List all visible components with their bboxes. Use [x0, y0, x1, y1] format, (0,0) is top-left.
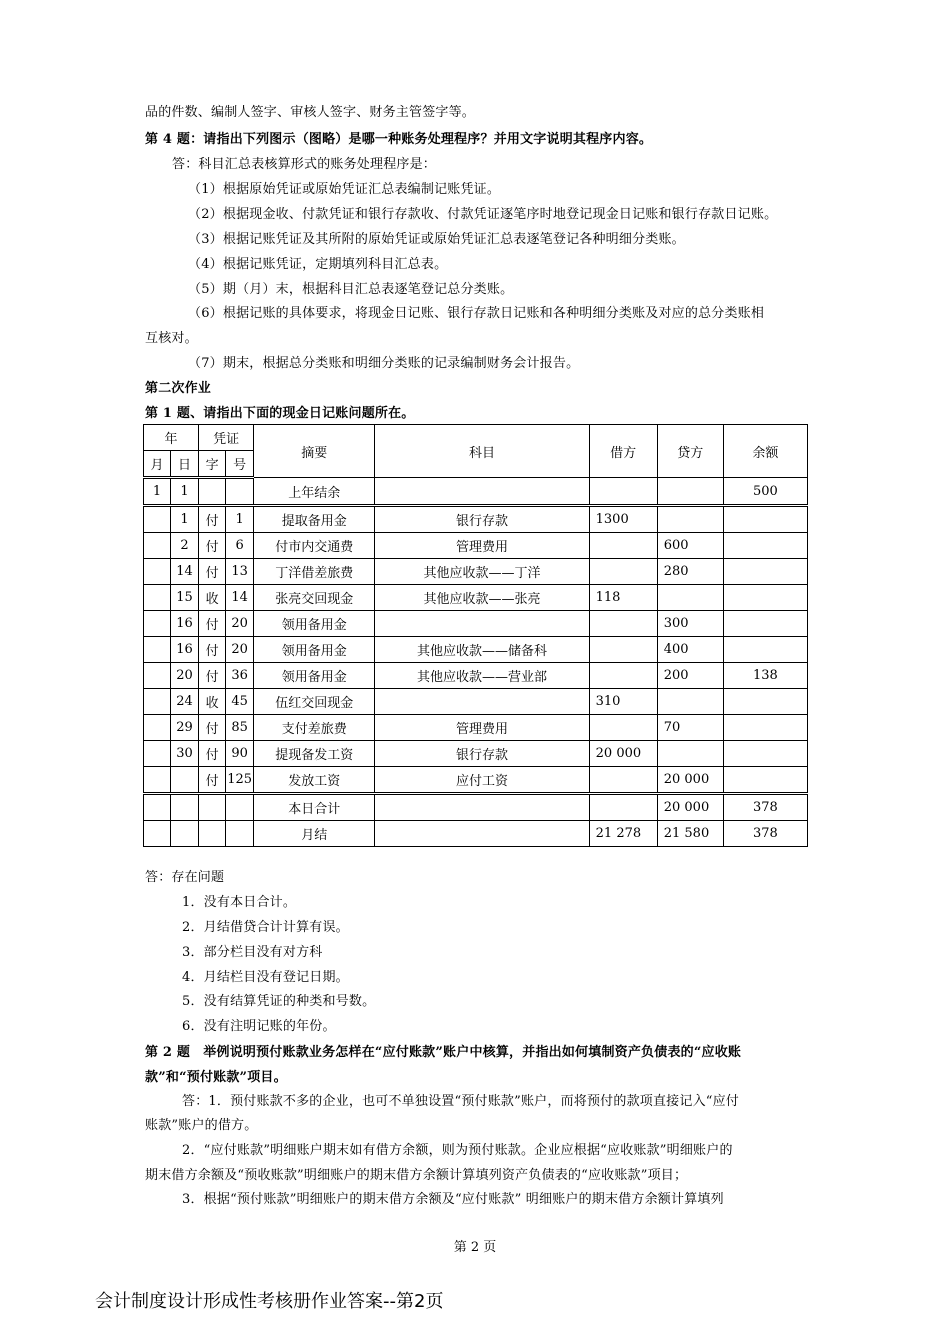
cell-summary: 支付差旅费: [254, 715, 375, 741]
answer-intro: 答：科目汇总表核算形式的账务处理程序是：: [172, 157, 437, 172]
step-2: （2）根据现金收、付款凭证和银行存款收、付款凭证逐笔序时地登记现金日记账和银行存款日记账。: [188, 207, 778, 222]
cell-account: 管理费用: [375, 715, 589, 741]
cell-day: 1: [171, 478, 199, 506]
answer-2-point-3: 3．根据“预付账款”明细账户的期末借方余额及“应付账款” 明细账户的期末借方余额计算填列: [182, 1192, 724, 1207]
cell-summary: 领用备用金: [254, 663, 375, 689]
cell-account: [375, 821, 589, 847]
cell-summary: 提取备用金: [254, 506, 375, 533]
cell-credit: 200: [657, 663, 723, 689]
cell-day: 16: [171, 611, 199, 637]
cell-summary: 月结: [254, 821, 375, 847]
cell-type: 付: [199, 637, 226, 663]
cell-number: 14: [226, 585, 254, 611]
cell-balance: [723, 689, 807, 715]
cell-account: [375, 611, 589, 637]
cell-day: [171, 794, 199, 821]
cell-credit: 280: [657, 559, 723, 585]
cell-balance: [723, 559, 807, 585]
cash-journal-table: [143, 424, 808, 847]
question-2-heading: 第 2 题 举例说明预付账款业务怎样在“应付账款”账户中核算，并指出如何填制资产负债表的“应收账: [145, 1045, 742, 1060]
cell-credit: [657, 478, 723, 506]
cell-month: [144, 533, 171, 559]
problem-1: 1．没有本日合计。: [182, 895, 297, 910]
table-row: [144, 689, 808, 715]
cell-month: [144, 506, 171, 533]
cell-credit: 20 000: [657, 767, 723, 794]
cell-summary: 发放工资: [254, 767, 375, 794]
page-number: 第 2 页: [453, 1240, 497, 1255]
cell-number: 125: [226, 767, 254, 794]
cell-number: [226, 794, 254, 821]
cell-summary: 上年结余: [254, 478, 375, 506]
cell-balance: [723, 767, 807, 794]
question-2-heading-continued: 款”和“预付账款”项目。: [145, 1070, 287, 1085]
cell-month: [144, 663, 171, 689]
cell-summary: 张亮交回现金: [254, 585, 375, 611]
cell-account: 其他应收款——张亮: [375, 585, 589, 611]
cell-month: [144, 611, 171, 637]
cell-month: [144, 637, 171, 663]
step-7: （7）期末，根据总分类账和明细分类账的记录编制财务会计报告。: [188, 356, 580, 371]
cell-account: 其他应收款——丁洋: [375, 559, 589, 585]
step-1: （1）根据原始凭证或原始凭证汇总表编制记账凭证。: [188, 182, 501, 197]
cell-type: 收: [199, 689, 226, 715]
cell-credit: 21 580: [657, 821, 723, 847]
cell-month: [144, 715, 171, 741]
cell-number: 13: [226, 559, 254, 585]
cell-type: 付: [199, 767, 226, 794]
cell-number: 90: [226, 741, 254, 767]
cell-credit: [657, 585, 723, 611]
cell-day: [171, 767, 199, 794]
header-type: 字: [199, 451, 226, 478]
cell-month: [144, 794, 171, 821]
cell-month: [144, 689, 171, 715]
cell-account: 银行存款: [375, 506, 589, 533]
cell-balance: 500: [723, 478, 807, 506]
table-row: [144, 533, 808, 559]
problem-6: 6．没有注明记账的年份。: [182, 1019, 336, 1034]
cell-balance: [723, 585, 807, 611]
cell-credit: 20 000: [657, 794, 723, 821]
cell-balance: [723, 637, 807, 663]
cell-balance: 378: [723, 821, 807, 847]
cell-debit: 118: [589, 585, 657, 611]
cell-credit: 70: [657, 715, 723, 741]
cell-balance: [723, 715, 807, 741]
step-5: （5）期（月）末，根据科目汇总表逐笔登记总分类账。: [188, 282, 514, 297]
cell-debit: [589, 637, 657, 663]
cell-balance: [723, 533, 807, 559]
cell-day: 16: [171, 637, 199, 663]
cell-type: 付: [199, 506, 226, 533]
cell-debit: [589, 794, 657, 821]
cell-account: [375, 689, 589, 715]
table-row: [144, 478, 808, 506]
problem-2: 2．月结借贷合计计算有误。: [182, 920, 349, 935]
cell-debit: 1300: [589, 506, 657, 533]
table-row: [144, 611, 808, 637]
cell-summary: 本日合计: [254, 794, 375, 821]
cell-month: [144, 559, 171, 585]
header-account: 科目: [375, 425, 589, 478]
step-3: （3）根据记账凭证及其所附的原始凭证或原始凭证汇总表逐笔登记各种明细分类账。: [188, 232, 685, 247]
cell-balance: 378: [723, 794, 807, 821]
cell-summary: 伍红交回现金: [254, 689, 375, 715]
cell-day: 15: [171, 585, 199, 611]
cell-balance: [723, 611, 807, 637]
cell-summary: 提现备发工资: [254, 741, 375, 767]
cell-type: 付: [199, 663, 226, 689]
header-debit: 借方: [589, 425, 657, 478]
cell-debit: [589, 715, 657, 741]
question-4-heading: 第 4 题：请指出下列图示（图略）是哪一种账务处理程序？并用文字说明其程序内容。: [145, 132, 653, 147]
table-row: [144, 767, 808, 794]
cell-day: 20: [171, 663, 199, 689]
cell-account: 其他应收款——营业部: [375, 663, 589, 689]
step-6: （6）根据记账的具体要求，将现金日记账、银行存款日记账和各种明细分类账及对应的总分类账相: [188, 306, 765, 321]
step-6-continued: 互核对。: [145, 331, 198, 346]
cell-debit: [589, 663, 657, 689]
table-body: [144, 478, 808, 847]
answer-2-point-1: 答：1．预付账款不多的企业，也可不单独设置“预付账款”账户，而将预付的款项直接记入“应付: [182, 1094, 740, 1109]
cell-month: [144, 821, 171, 847]
document-caption: 会计制度设计形成性考核册作业答案--第2页: [95, 1291, 444, 1312]
cell-debit: [589, 767, 657, 794]
header-credit: 贷方: [657, 425, 723, 478]
cell-balance: [723, 506, 807, 533]
problem-3: 3．部分栏目没有对方科: [182, 945, 323, 960]
cell-type: 付: [199, 715, 226, 741]
cell-day: 2: [171, 533, 199, 559]
cell-type: 付: [199, 533, 226, 559]
cell-credit: 400: [657, 637, 723, 663]
cell-summary: 领用备用金: [254, 611, 375, 637]
cell-day: 1: [171, 506, 199, 533]
cell-type: 收: [199, 585, 226, 611]
table-row: [144, 821, 808, 847]
cell-type: 付: [199, 559, 226, 585]
cell-day: 24: [171, 689, 199, 715]
table-row: [144, 506, 808, 533]
cell-type: 付: [199, 741, 226, 767]
table-row: [144, 663, 808, 689]
header-year: 年: [144, 425, 199, 451]
cell-summary: 领用备用金: [254, 637, 375, 663]
table-row: [144, 637, 808, 663]
header-day: 日: [171, 451, 199, 478]
cell-debit: 21 278: [589, 821, 657, 847]
header-month: 月: [144, 451, 171, 478]
cell-type: [199, 794, 226, 821]
cell-number: 36: [226, 663, 254, 689]
cell-day: 30: [171, 741, 199, 767]
cell-type: [199, 478, 226, 506]
problem-5: 5．没有结算凭证的种类和号数。: [182, 994, 376, 1009]
table-header-row: [144, 425, 808, 451]
cell-debit: [589, 533, 657, 559]
cell-debit: [589, 611, 657, 637]
cell-account: [375, 478, 589, 506]
cell-credit: 300: [657, 611, 723, 637]
cell-number: 20: [226, 611, 254, 637]
cell-day: 29: [171, 715, 199, 741]
cell-type: 付: [199, 611, 226, 637]
cell-number: 85: [226, 715, 254, 741]
cell-account: [375, 794, 589, 821]
cell-account: 应付工资: [375, 767, 589, 794]
cell-debit: 310: [589, 689, 657, 715]
problem-4: 4．月结栏目没有登记日期。: [182, 970, 349, 985]
cell-account: 银行存款: [375, 741, 589, 767]
cell-balance: 138: [723, 663, 807, 689]
cell-credit: [657, 741, 723, 767]
cell-number: 6: [226, 533, 254, 559]
table-row: [144, 741, 808, 767]
header-balance: 余额: [723, 425, 807, 478]
step-4: （4）根据记账凭证，定期填列科目汇总表。: [188, 257, 448, 272]
cell-month: [144, 585, 171, 611]
cell-credit: [657, 689, 723, 715]
cell-account: 管理费用: [375, 533, 589, 559]
cell-day: 14: [171, 559, 199, 585]
text-line: 品的件数、编制人签字、审核人签字、财务主管签字等。: [145, 105, 476, 120]
answer-2-point-2: 2．“应付账款”明细账户期末如有借方余额，则为预付账款。企业应根据“应收账款”明细账户的: [182, 1143, 733, 1158]
cell-debit: [589, 559, 657, 585]
cell-type: [199, 821, 226, 847]
answer-2-point-2-continued: 期末借方余额及“预收账款”明细账户的期末借方余额计算填列资产负债表的“应收账款”项目；: [145, 1168, 688, 1183]
cell-number: [226, 478, 254, 506]
cell-number: 20: [226, 637, 254, 663]
cell-number: 45: [226, 689, 254, 715]
cell-number: [226, 821, 254, 847]
second-assignment-heading: 第二次作业: [145, 381, 212, 396]
cell-debit: 20 000: [589, 741, 657, 767]
cell-month: [144, 741, 171, 767]
table-row: [144, 794, 808, 821]
cell-month: 1: [144, 478, 171, 506]
cell-credit: [657, 506, 723, 533]
cell-summary: 丁洋借差旅费: [254, 559, 375, 585]
cell-number: 1: [226, 506, 254, 533]
answer-2-point-1-continued: 账款”账户的借方。: [145, 1118, 258, 1133]
cell-month: [144, 767, 171, 794]
table-row: [144, 585, 808, 611]
header-number: 号: [226, 451, 254, 478]
question-1-heading: 第 1 题、请指出下面的现金日记账问题所在。: [145, 406, 415, 421]
cell-balance: [723, 741, 807, 767]
cell-day: [171, 821, 199, 847]
cell-account: 其他应收款——储备科: [375, 637, 589, 663]
header-voucher: 凭证: [199, 425, 254, 451]
table-row: [144, 715, 808, 741]
table-row: [144, 559, 808, 585]
answer-problems-heading: 答：存在问题: [145, 870, 225, 885]
cell-summary: 付市内交通费: [254, 533, 375, 559]
cell-credit: 600: [657, 533, 723, 559]
cell-debit: [589, 478, 657, 506]
header-summary: 摘要: [254, 425, 375, 478]
